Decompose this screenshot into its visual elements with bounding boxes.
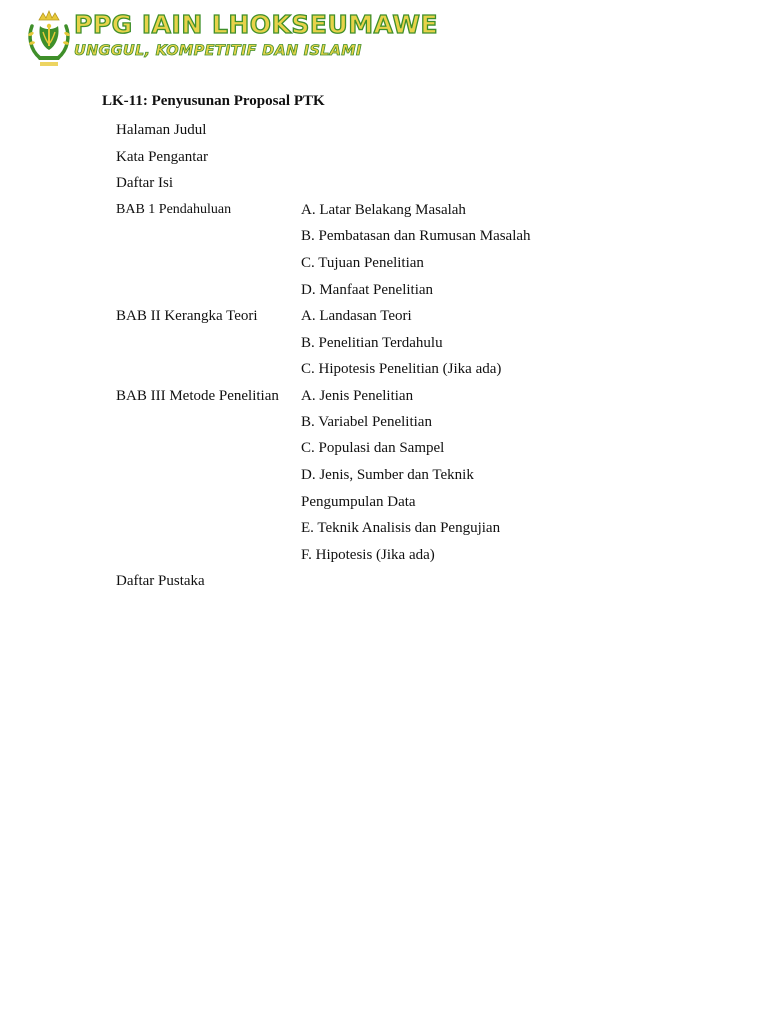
outline-row (0, 386, 768, 412)
subsection-label: F. Hipotesis (Jika ada) (301, 547, 435, 563)
outline-row (0, 571, 768, 597)
subsection-label: E. Teknik Analisis dan Pengujian (301, 520, 501, 536)
subsection-label: D. Manfaat Penelitian (301, 282, 434, 298)
subsection-label: A. Landasan Teori (301, 308, 412, 324)
iain-emblem-icon (26, 10, 72, 68)
outline-row (0, 518, 768, 544)
outline-row (0, 200, 768, 226)
outline-row (0, 438, 768, 464)
section-label: Daftar Isi (116, 175, 174, 191)
outline-row (0, 253, 768, 279)
subsection-label: Pengumpulan Data (301, 494, 416, 510)
outline-row (0, 359, 768, 385)
outline-row (0, 280, 768, 306)
subsection-label: B. Pembatasan dan Rumusan Masalah (301, 228, 531, 244)
outline-row (0, 492, 768, 518)
brand-tagline: UNGGUL, KOMPETITIF DAN ISLAMI (74, 43, 362, 59)
subsection-label: B. Penelitian Terdahulu (301, 335, 443, 351)
outline-row (0, 333, 768, 359)
subsection-label: B. Variabel Penelitian (301, 414, 432, 430)
section-label: Kata Pengantar (116, 149, 209, 165)
subsection-label: A. Latar Belakang Masalah (301, 202, 466, 218)
outline-row (0, 306, 768, 332)
subsection-label: C. Hipotesis Penelitian (Jika ada) (301, 361, 502, 377)
subsection-label: D. Jenis, Sumber dan Teknik (301, 467, 474, 483)
outline-row (0, 120, 768, 146)
section-label: BAB II Kerangka Teori (116, 308, 258, 324)
document-title: LK-11: Penyusunan Proposal PTK (102, 93, 325, 109)
header-banner (26, 8, 439, 72)
subsection-label: C. Tujuan Penelitian (301, 255, 424, 271)
section-label: Halaman Judul (116, 122, 207, 138)
subsection-label: A. Jenis Penelitian (301, 388, 414, 404)
outline-row (0, 545, 768, 571)
section-label: BAB III Metode Penelitian (116, 388, 279, 404)
outline-row (0, 226, 768, 252)
section-label: BAB 1 Pendahuluan (116, 202, 232, 217)
outline-row (0, 147, 768, 173)
brand-title: PPG IAIN LHOKSEUMAWE (74, 10, 439, 39)
outline-row (0, 173, 768, 199)
outline-row (0, 412, 768, 438)
outline-row (0, 465, 768, 491)
subsection-label: C. Populasi dan Sampel (301, 440, 445, 456)
section-label: Daftar Pustaka (116, 573, 205, 589)
